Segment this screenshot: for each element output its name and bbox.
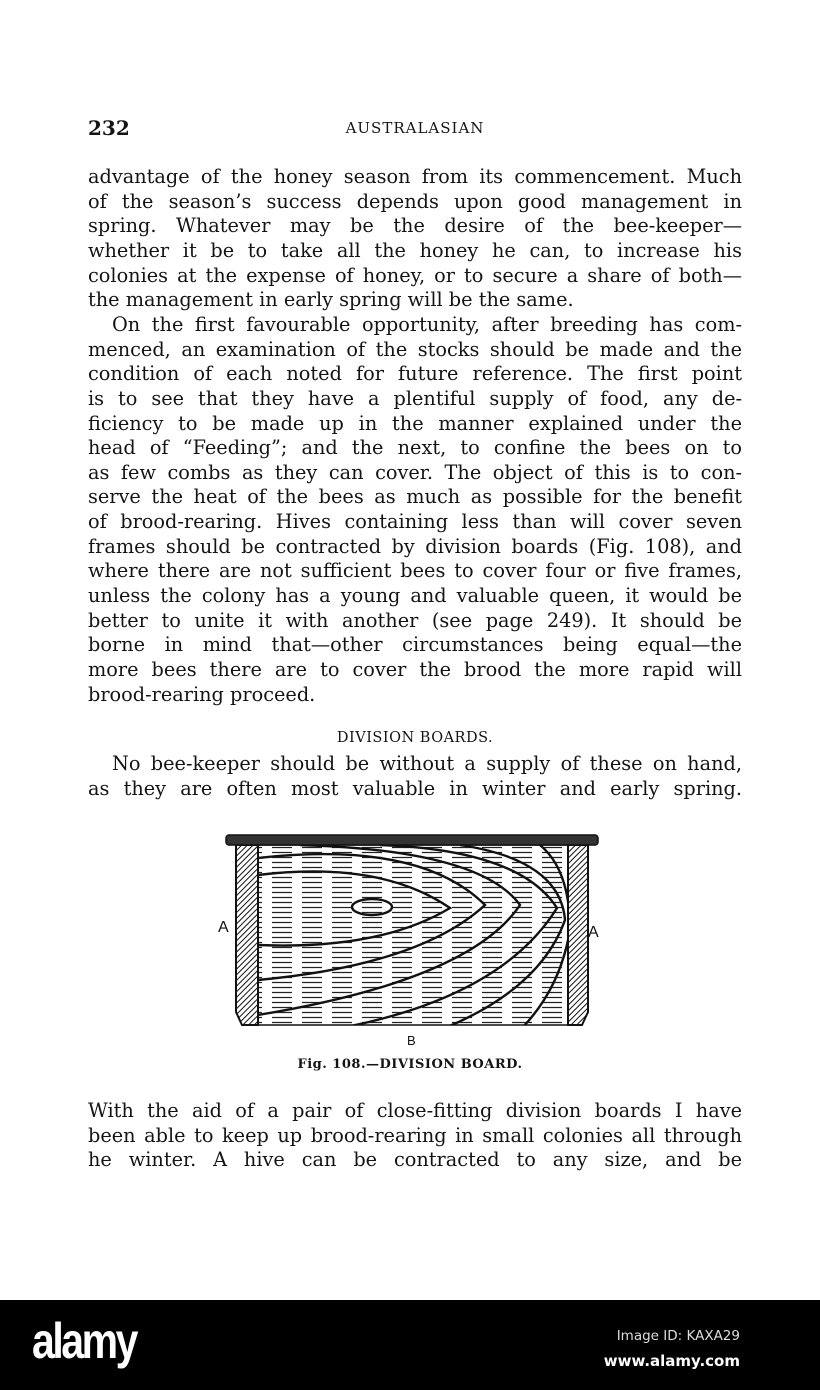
- label-a-left: A: [218, 919, 229, 936]
- text-line: unless the colony has a young and valuable queen, it would be: [88, 584, 742, 608]
- text-line: spring. Whatever may be the desire of the bee-keeper—: [88, 214, 742, 238]
- text-line: been able to keep up brood-rearing in small colonies all through: [88, 1123, 742, 1147]
- text-line: colonies at the expense of honey, or to secure a share of both—: [88, 263, 742, 287]
- text-line: brood-rearing proceed.: [88, 682, 316, 706]
- paragraph-4: [88, 1099, 742, 1173]
- text-line: frames should be contracted by division boards (Fig. 108), and: [88, 534, 742, 558]
- text-line: serve the heat of the bees as much as possible for the benefit: [88, 485, 742, 509]
- figure-caption: Fig. 108.—DIVISION BOARD.: [297, 1057, 523, 1072]
- running-title: AUSTRALASIAN: [345, 119, 485, 137]
- side-strip-right: [568, 845, 588, 1025]
- page-number: 232: [88, 116, 130, 140]
- text-line: where there are not sufficient bees to cover four or five frames,: [88, 559, 742, 583]
- text-line: of brood-rearing. Hives containing less than will cover seven: [88, 510, 742, 534]
- board-top-bar: [226, 835, 598, 845]
- text-line: No bee-keeper should be without a supply of these on hand,: [112, 752, 742, 775]
- text-line: advantage of the honey season from its commencement. Much: [88, 165, 742, 188]
- text-line: better to unite it with another (see page 249). It should be: [88, 608, 742, 632]
- division-board-illustration: [210, 825, 610, 1050]
- text-line: head of “Feeding”; and the next, to confine the bees on to: [88, 436, 742, 460]
- text-line: as they are often most valuable in winter and early spring.: [88, 776, 742, 800]
- text-line: condition of each noted for future reference. The first point: [88, 362, 742, 386]
- text-line: menced, an examination of the stocks should be made and the: [88, 337, 742, 361]
- paragraph-3: [88, 752, 742, 801]
- text-line: whether it be to take all the honey he can, to increase his: [88, 238, 742, 262]
- side-strip-left: [236, 845, 258, 1025]
- text-line: the management in early spring will be the same.: [88, 288, 574, 312]
- label-b: B: [407, 1033, 416, 1048]
- image-id: Image ID: KAXA29: [616, 1328, 740, 1344]
- paragraph-2: [88, 313, 742, 707]
- website-url: www.alamy.com: [603, 1352, 740, 1370]
- paragraph-1: [88, 165, 742, 313]
- text-line: With the aid of a pair of close-fitting division boards I have: [88, 1099, 742, 1122]
- text-line: of the season’s success depends upon good management in: [88, 189, 742, 213]
- text-line: borne in mind that—other circumstances being equal—the: [88, 633, 742, 657]
- text-line: he winter. A hive can be contracted to any size, and be: [88, 1148, 742, 1172]
- label-a-right: A: [588, 924, 599, 941]
- text-line: more bees there are to cover the brood the more rapid will: [88, 657, 742, 681]
- alamy-logo: alamy: [32, 1313, 136, 1369]
- section-heading: DIVISION BOARDS.: [336, 730, 494, 746]
- text-line: is to see that they have a plentiful supply of food, any de-: [88, 386, 742, 410]
- text-line: On the first favourable opportunity, after breeding has com-: [112, 313, 742, 336]
- text-line: as few combs as they can cover. The object of this is to con-: [88, 460, 742, 484]
- text-line: ficiency to be made up in the manner explained under the: [88, 411, 742, 435]
